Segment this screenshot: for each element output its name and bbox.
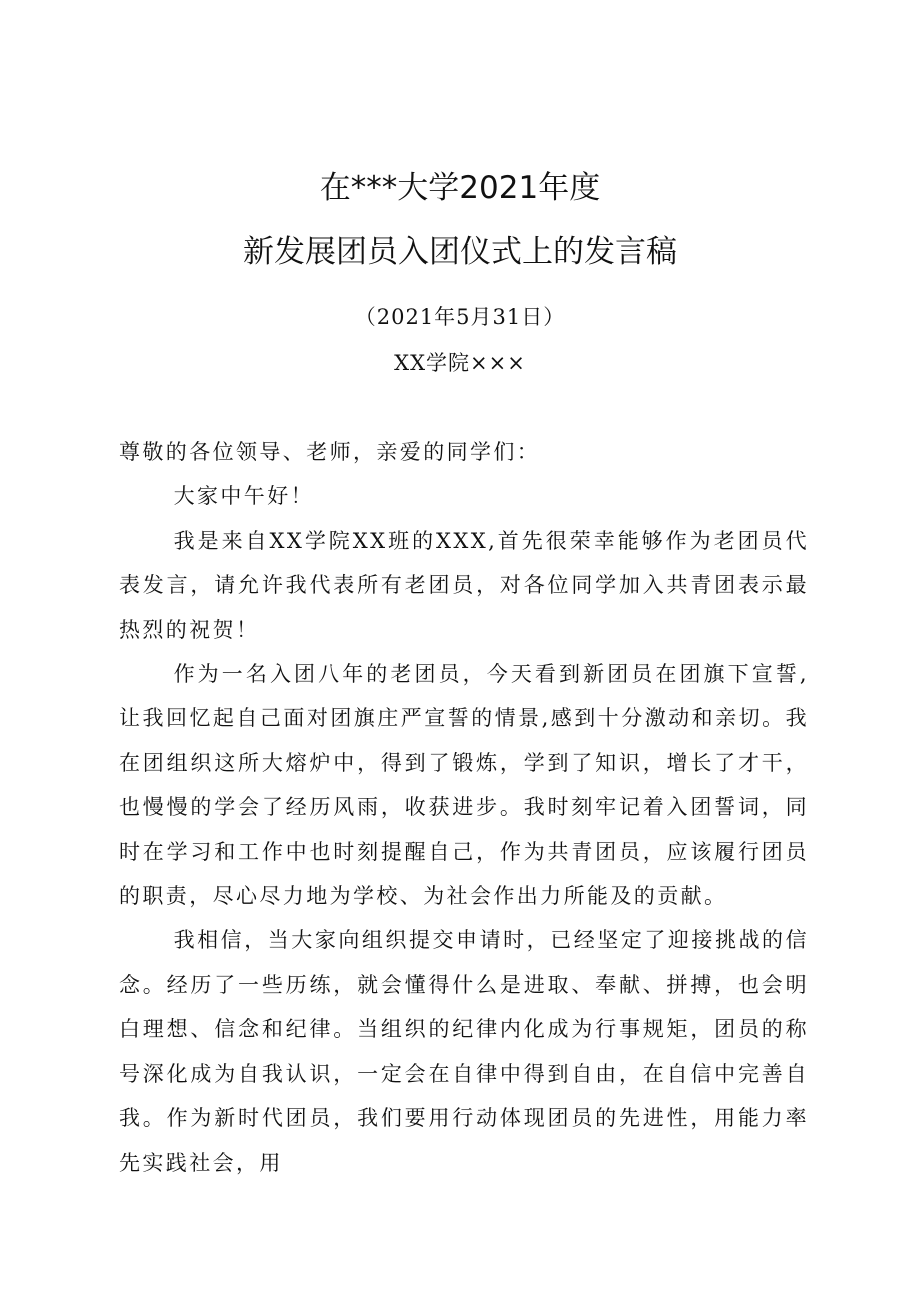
paragraph-greeting: 大家中午好！: [173, 484, 314, 509]
paragraph-introduction: 我是来自XX学院XX班的XXX,首先很荣幸能够作为老团员代表发言，请允许我代表所有老团员，对各位同学加入共青团表示最热烈的祝贺！: [119, 528, 809, 642]
document-title-line-1: 在***大学2021年度: [319, 170, 601, 206]
speech-date: （2021年5月31日）: [354, 305, 566, 329]
speech-body: [119, 430, 809, 1185]
document-title-line-2: 新发展团员入团仪式上的发言稿: [243, 234, 677, 270]
paragraph-experience: 作为一名入团八年的老团员，今天看到新团员在团旗下宣誓,让我回忆起自己面对团旗庄严宣誓的情景,感到十分激动和亲切。我在团组织这所大熔炉中，得到了锻炼，学到了知识，增长了才干，也慢慢的学会了经历风雨，收获进步。我时刻牢记着入团誓词，同时在学习和工作中也时刻提醒自己，作为共青团员，应该履行团员的职责，尽心尽力地为学校、为社会作出力所能及的贡献。: [119, 662, 809, 909]
speech-author: XX学院×××: [394, 351, 526, 375]
paragraph-belief: 我相信，当大家向组织提交申请时，已经坚定了迎接挑战的信念。经历了一些历练，就会懂得什么是进取、奉献、拼搏，也会明白理想、信念和纪律。当组织的纪律内化成为行事规矩，团员的称号深化成为自我认识，一定会在自律中得到自由，在自信中完善自我。作为新时代团员，我们要用行动体现团员的先进性，用能力率先实践社会，用: [119, 928, 809, 1175]
salutation: 尊敬的各位领导、老师，亲爱的同学们：: [119, 440, 541, 464]
